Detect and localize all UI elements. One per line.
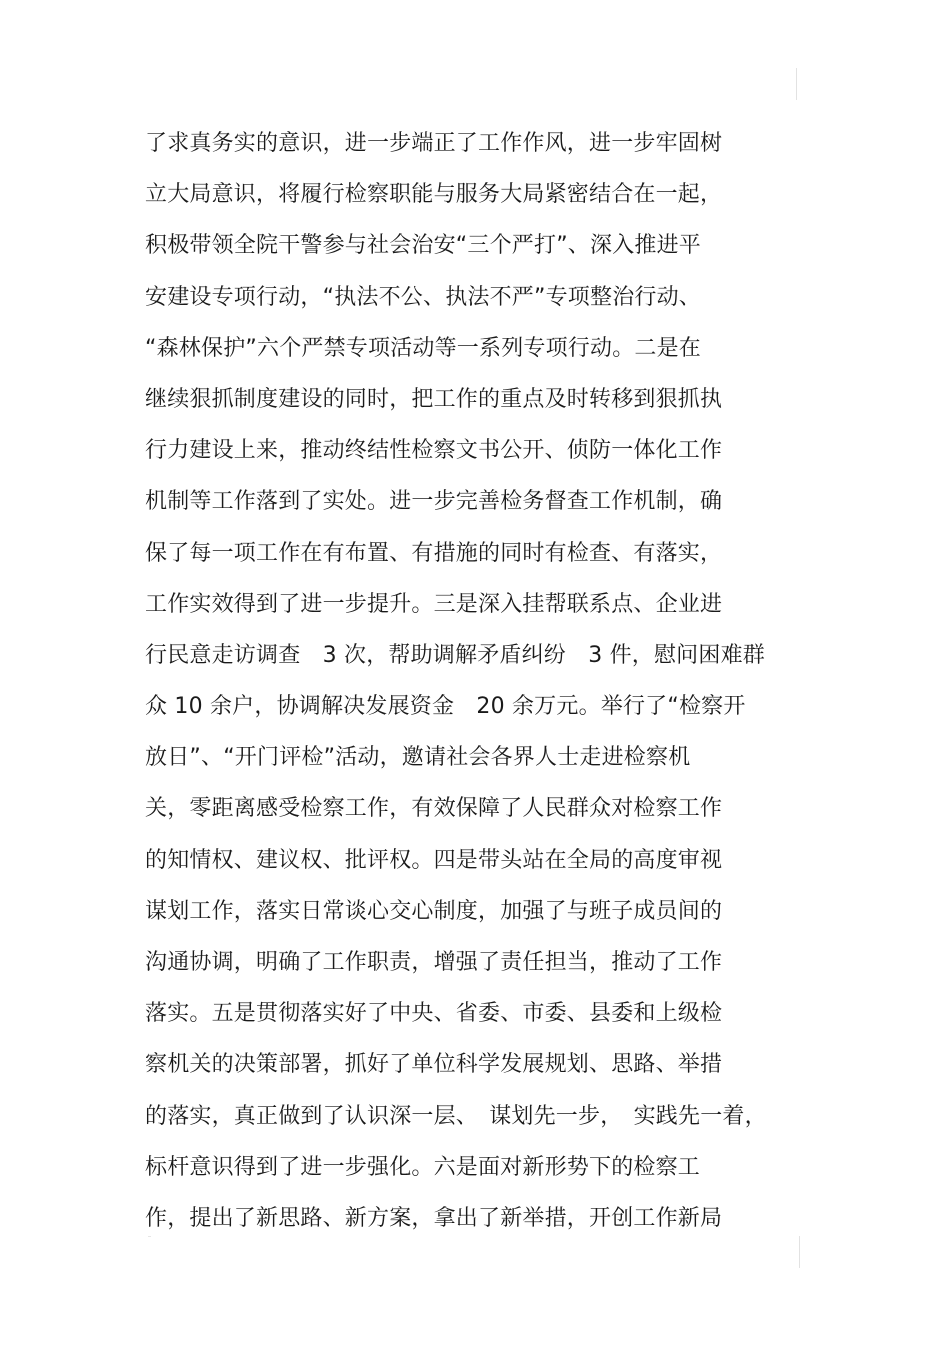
text-line: 行力建设上来，推动终结性检察文书公开、侦防一体化工作 [145,438,723,464]
text-line: 的知情权、建议权、批评权。四是带头站在全局的高度审视 [145,847,723,873]
body-paragraph [145,118,805,1244]
text-line: 察机关的决策部署，抓好了单位科学发展规划、思路、举措 [145,1052,723,1078]
text-line: 沟通协调，明确了工作职责，增强了责任担当，推动了工作 [145,950,723,975]
text-line: 保了每一项工作在有布置、有措施的同时有检查、有落实， [145,540,723,566]
text-line: 的落实，真正做到了认识深一层、 谋划先一步， 实践先一着， [145,1103,767,1129]
text-line: 安建设专项行动，“执法不公、执法不严”专项整治行动、 [145,284,701,310]
text-line: “森林保护”六个严禁专项活动等一系列专项行动。二是在 [145,335,701,361]
text-line: 积极带领全院干警参与社会治安“三个严打”、深入推进平 [145,233,701,259]
text-line: 工作实效得到了进一步提升。三是深入挂帮联系点、企业进 [145,591,723,617]
text-line: 继续狠抓制度建设的同时，把工作的重点及时转移到狠抓执 [145,386,723,412]
page-edge-mark-top [796,68,797,100]
page-edge-mark-bottom [799,1236,800,1268]
text-line: 落实。五是贯彻落实好了中央、省委、市委、县委和上级检 [145,1001,723,1027]
text-line: 关，零距离感受检察工作，有效保障了人民群众对检察工作 [145,796,723,822]
text-line: 立大局意识，将履行检察职能与服务大局紧密结合在一起， [145,182,723,208]
text-line: 众 10 余户，协调解决发展资金 20 余万元。举行了“检察开 [145,694,746,720]
text-line: 机制等工作落到了实处。进一步完善检务督查工作机制，确 [145,489,723,515]
text-line: 标杆意识得到了进一步强化。六是面对新形势下的检察工 [145,1154,701,1180]
text-line: 了求真务实的意识，进一步端正了工作作风，进一步牢固树 [145,131,723,156]
page-edge-dot [148,1236,151,1237]
text-line: 谋划工作，落实日常谈心交心制度，加强了与班子成员间的 [145,898,723,924]
text-line: 作，提出了新思路、新方案，拿出了新举措，开创工作新局 [145,1205,723,1231]
text-line: 放日”、“开门评检”活动，邀请社会各界人士走进检察机 [145,745,691,771]
text-line: 行民意走访调查 3 次，帮助调解矛盾纠纷 3 件，慰问困难群 [145,642,765,668]
